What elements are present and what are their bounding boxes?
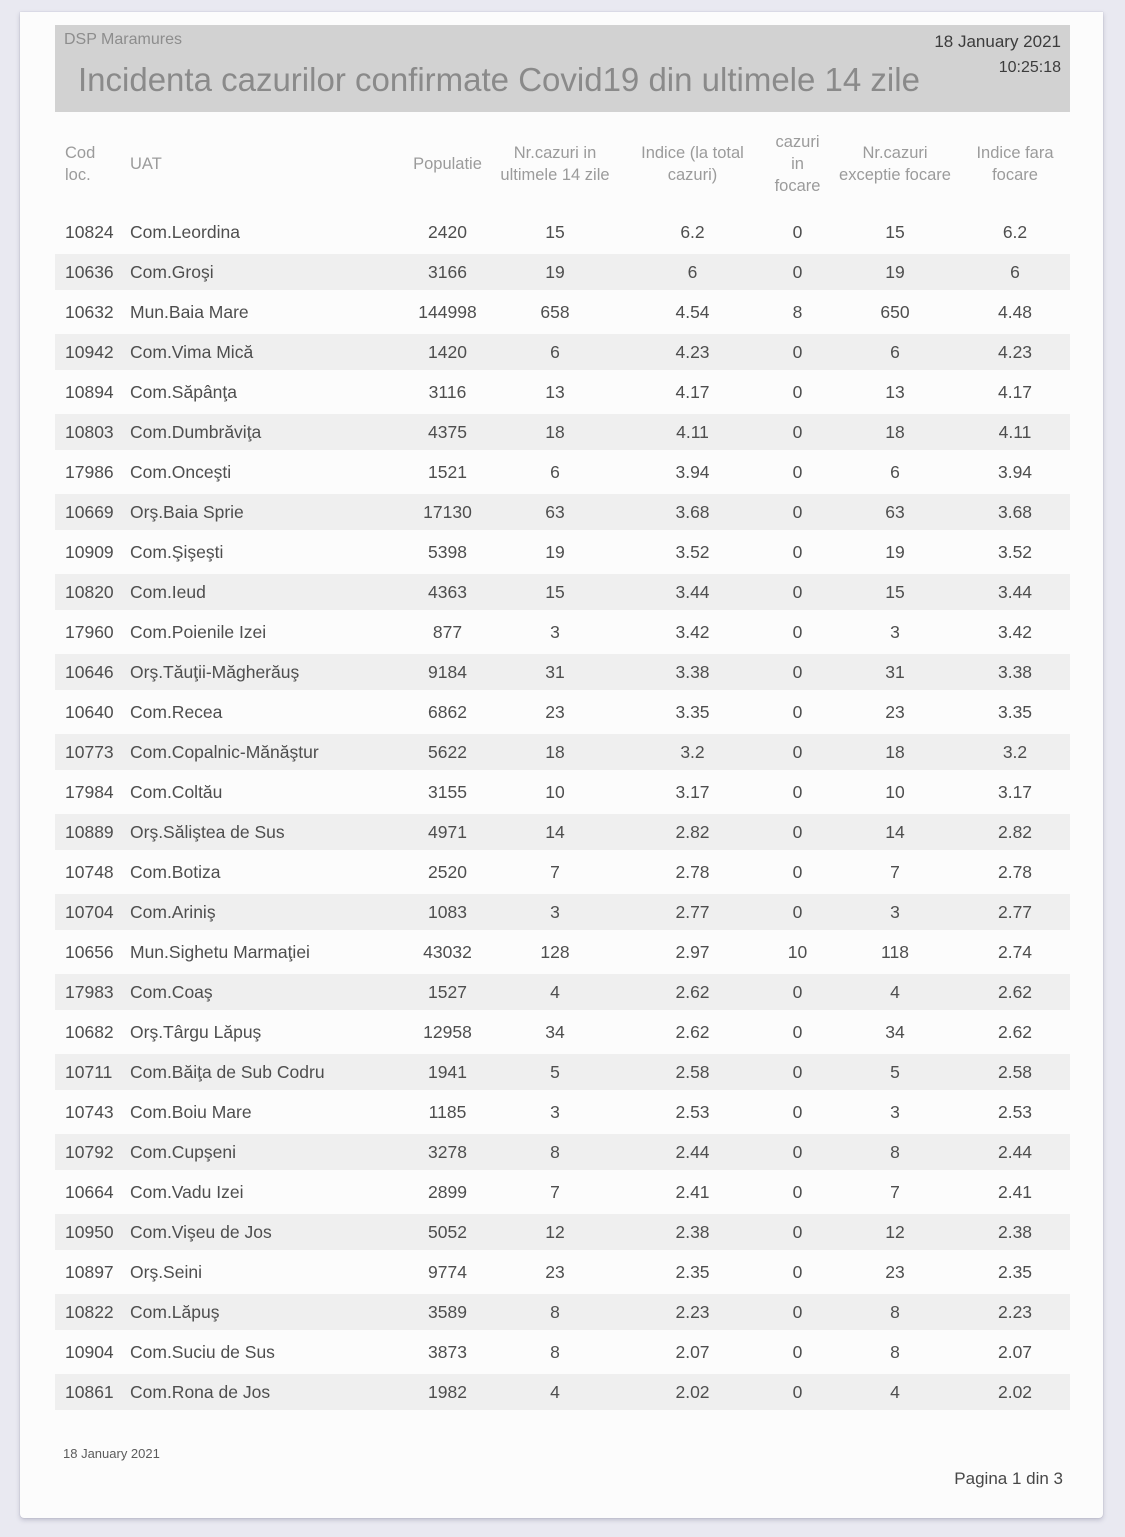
cell-indice-total: 6: [620, 252, 765, 292]
cell-uat: Com.Vima Mică: [125, 332, 405, 372]
cell-nr-cazuri-exceptie: 7: [890, 1181, 900, 1202]
cell-populatie: 1941: [405, 1052, 490, 1092]
table-row: [55, 772, 1070, 812]
cell-cod-loc: 10773: [55, 732, 125, 772]
cell-nr-cazuri-exceptie: 23: [885, 1261, 905, 1282]
cell-uat: Com.Botiza: [130, 861, 221, 882]
table-row: [55, 852, 1070, 892]
cell-indice-fara-focare: 2.58: [960, 1052, 1070, 1092]
cell-indice-total: 2.62: [675, 1021, 710, 1042]
cell-uat: Com.Groşi: [125, 252, 405, 292]
cell-nr-cazuri-14-zile: 15: [490, 572, 620, 612]
cell-indice-fara-focare: 2.82: [960, 812, 1070, 852]
cell-cazuri-in-focare: 0: [765, 652, 830, 692]
cell-indice-fara-focare: 4.11: [960, 412, 1070, 452]
cell-cazuri-in-focare: 0: [765, 972, 830, 1012]
cell-indice-total: 3.38: [620, 652, 765, 692]
cell-cod-loc: 17960: [65, 621, 114, 642]
cell-uat: Com.Dumbrăviţa: [125, 412, 405, 452]
table-row: [55, 1252, 1070, 1292]
cell-cod-loc: 17986: [65, 461, 114, 482]
table-row: [55, 932, 1070, 972]
cell-indice-total: 2.44: [620, 1132, 765, 1172]
cell-nr-cazuri-14-zile: 18: [490, 412, 620, 452]
cell-nr-cazuri-exceptie: 12: [830, 1212, 960, 1252]
cell-indice-fara-focare: 2.35: [997, 1261, 1033, 1282]
cell-nr-cazuri-14-zile: 4: [490, 972, 620, 1012]
cell-cod-loc: 10889: [55, 812, 125, 852]
cell-nr-cazuri-exceptie: 23: [885, 701, 905, 722]
cell-nr-cazuri-14-zile: 5: [490, 1052, 620, 1092]
cell-indice-total: 6.2: [680, 221, 705, 242]
cell-populatie: 5622: [405, 732, 490, 772]
cell-nr-cazuri-exceptie: 118: [881, 941, 909, 962]
cell-populatie: 3166: [405, 252, 490, 292]
cell-cazuri-in-focare: 0: [792, 541, 803, 562]
table-row: [55, 292, 1070, 332]
table-row: [55, 1372, 1070, 1412]
cell-nr-cazuri-14-zile: 10: [545, 781, 565, 802]
cell-nr-cazuri-exceptie: 4: [830, 972, 960, 1012]
cell-indice-fara-focare: 2.74: [997, 941, 1033, 962]
cell-cod-loc: 10711: [55, 1052, 125, 1092]
cell-nr-cazuri-exceptie: 3: [830, 892, 960, 932]
cell-uat: Com.Suciu de Sus: [130, 1341, 275, 1362]
cell-nr-cazuri-exceptie: 3: [890, 1101, 900, 1122]
cell-nr-cazuri-14-zile: 23: [545, 1261, 565, 1282]
cell-nr-cazuri-exceptie: 19: [830, 252, 960, 292]
cell-indice-total: 2.82: [620, 812, 765, 852]
cell-uat: Mun.Baia Mare: [130, 301, 249, 322]
cell-populatie: 4375: [405, 412, 490, 452]
cell-indice-total: 3.52: [675, 541, 710, 562]
cell-cod-loc: 10824: [65, 221, 114, 242]
cell-populatie: 17130: [405, 492, 490, 532]
cell-cod-loc: 10704: [55, 892, 125, 932]
cell-cazuri-in-focare: 0: [765, 1212, 830, 1252]
cell-cod-loc: 10682: [65, 1021, 114, 1042]
column-header-indice-fara-focare: Indice fara focare: [976, 144, 1054, 184]
cell-nr-cazuri-14-zile: 19: [545, 541, 565, 562]
cell-cazuri-in-focare: 0: [792, 461, 803, 482]
column-header-nr-cazuri-14-zile: Nr.cazuri in ultimele 14 zile: [500, 144, 610, 184]
column-header-cod-loc: Cod loc.: [65, 144, 96, 184]
cell-indice-fara-focare: 2.77: [960, 892, 1070, 932]
cell-uat: Com.Copalnic-Mănăştur: [125, 732, 405, 772]
cell-cod-loc: 17984: [65, 781, 114, 802]
cell-uat: Com.Rona de Jos: [125, 1372, 405, 1412]
cell-nr-cazuri-exceptie: 3: [890, 621, 900, 642]
table-row: [55, 1292, 1070, 1332]
cell-nr-cazuri-14-zile: 7: [550, 861, 560, 882]
cell-indice-fara-focare: 6.2: [1002, 221, 1028, 242]
page-number: Pagina 1 din 3: [954, 1469, 1063, 1488]
cell-indice-total: 3.42: [675, 621, 710, 642]
cell-populatie: 3589: [405, 1292, 490, 1332]
table-row: [55, 612, 1070, 652]
cell-nr-cazuri-14-zile: 15: [545, 221, 565, 242]
footer-date: 18 January 2021: [63, 1446, 160, 1461]
cell-cazuri-in-focare: 0: [792, 1021, 803, 1042]
cell-indice-total: 2.97: [675, 941, 710, 962]
table-row: [55, 1172, 1070, 1212]
cell-indice-total: 2.23: [620, 1292, 765, 1332]
cell-populatie: 12958: [423, 1021, 472, 1042]
cell-indice-total: 4.23: [620, 332, 765, 372]
column-header-indice-total: Indice (la total cazuri): [641, 144, 744, 184]
table-row: [55, 492, 1070, 532]
cell-cazuri-in-focare: 0: [765, 892, 830, 932]
table-row: [55, 412, 1070, 452]
cell-cod-loc: 10909: [65, 541, 114, 562]
cell-nr-cazuri-exceptie: 63: [830, 492, 960, 532]
cell-uat: Com.Ariniş: [125, 892, 405, 932]
cell-nr-cazuri-exceptie: 31: [830, 652, 960, 692]
cell-indice-total: 4.11: [620, 412, 765, 452]
cell-cazuri-in-focare: 0: [792, 781, 803, 802]
cell-indice-fara-focare: 3.44: [960, 572, 1070, 612]
cell-indice-total: 3.35: [675, 701, 710, 722]
cell-uat: Com.Coltău: [130, 781, 223, 802]
cell-populatie: 1521: [428, 461, 467, 482]
report-title-bar: [55, 25, 1070, 112]
cell-cazuri-in-focare: 0: [792, 381, 803, 402]
cell-nr-cazuri-exceptie: 8: [890, 1341, 900, 1362]
cell-indice-fara-focare: 3.42: [997, 621, 1033, 642]
table-header: [55, 118, 1070, 212]
cell-populatie: 1185: [428, 1101, 467, 1122]
cell-cazuri-in-focare: 0: [792, 621, 803, 642]
cell-cazuri-in-focare: 0: [792, 1261, 803, 1282]
table-row: [55, 892, 1070, 932]
cell-cazuri-in-focare: 0: [765, 1052, 830, 1092]
cell-populatie: 1982: [405, 1372, 490, 1412]
cell-uat: Com.Recea: [130, 701, 223, 722]
cell-nr-cazuri-exceptie: 34: [885, 1021, 905, 1042]
table-row: [55, 812, 1070, 852]
cell-nr-cazuri-exceptie: 4: [830, 1372, 960, 1412]
cell-cod-loc: 10822: [55, 1292, 125, 1332]
cell-nr-cazuri-14-zile: 14: [490, 812, 620, 852]
cell-indice-fara-focare: 6: [960, 252, 1070, 292]
cell-indice-total: 3.94: [675, 461, 710, 482]
cell-indice-fara-focare: 3.68: [960, 492, 1070, 532]
cell-cazuri-in-focare: 0: [792, 1181, 803, 1202]
cell-nr-cazuri-14-zile: 3: [550, 1101, 560, 1122]
cell-nr-cazuri-14-zile: 19: [490, 252, 620, 292]
cell-cod-loc: 10894: [65, 381, 114, 402]
cell-nr-cazuri-14-zile: 8: [550, 1341, 560, 1362]
cell-cazuri-in-focare: 0: [765, 1292, 830, 1332]
cell-cod-loc: 10897: [65, 1261, 114, 1282]
cell-indice-fara-focare: 2.44: [960, 1132, 1070, 1172]
cell-indice-fara-focare: 3.35: [997, 701, 1033, 722]
cell-cazuri-in-focare: 0: [765, 572, 830, 612]
cell-cod-loc: 10743: [65, 1101, 114, 1122]
cell-cod-loc: 10904: [65, 1341, 114, 1362]
table-row: [55, 1012, 1070, 1052]
cell-indice-fara-focare: 3.2: [960, 732, 1070, 772]
cell-cod-loc: 10942: [55, 332, 125, 372]
cell-uat: Orş.Seini: [130, 1261, 202, 1282]
cell-uat: Orş.Baia Sprie: [125, 492, 405, 532]
cell-nr-cazuri-14-zile: 6: [550, 461, 560, 482]
cell-indice-fara-focare: 2.38: [960, 1212, 1070, 1252]
cell-indice-total: 3.2: [620, 732, 765, 772]
table-row: [55, 652, 1070, 692]
cell-nr-cazuri-exceptie: 10: [885, 781, 905, 802]
cell-cod-loc: 10640: [65, 701, 114, 722]
cell-cazuri-in-focare: 0: [792, 1341, 803, 1362]
cell-nr-cazuri-14-zile: 3: [550, 621, 560, 642]
cell-populatie: 5052: [405, 1212, 490, 1252]
cell-indice-total: 2.53: [675, 1101, 710, 1122]
cell-populatie: 5398: [428, 541, 467, 562]
cell-indice-total: 3.44: [620, 572, 765, 612]
cell-cod-loc: 10632: [65, 301, 114, 322]
cell-indice-fara-focare: 2.23: [960, 1292, 1070, 1332]
cell-nr-cazuri-exceptie: 18: [830, 412, 960, 452]
cell-uat: Com.Băiţa de Sub Codru: [125, 1052, 405, 1092]
cell-cod-loc: 10664: [65, 1181, 114, 1202]
cell-indice-fara-focare: 3.17: [997, 781, 1033, 802]
cell-nr-cazuri-14-zile: 23: [545, 701, 565, 722]
table-row: [55, 692, 1070, 732]
cell-indice-fara-focare: 2.78: [997, 861, 1033, 882]
cell-nr-cazuri-14-zile: 8: [490, 1132, 620, 1172]
cell-uat: Com.Săpânţa: [130, 381, 238, 402]
cell-uat: Com.Lăpuş: [125, 1292, 405, 1332]
cell-indice-fara-focare: 2.02: [960, 1372, 1070, 1412]
cell-uat: Com.Boiu Mare: [130, 1101, 252, 1122]
cell-populatie: 9184: [405, 652, 490, 692]
cell-nr-cazuri-exceptie: 7: [890, 861, 900, 882]
cell-uat: Com.Cupşeni: [125, 1132, 405, 1172]
table-row: [55, 212, 1070, 252]
cell-populatie: 1420: [405, 332, 490, 372]
cell-indice-fara-focare: 2.62: [960, 972, 1070, 1012]
table-row: [55, 372, 1070, 412]
cell-populatie: 144998: [418, 301, 477, 322]
cell-uat: Mun.Sighetu Marmaţiei: [130, 941, 310, 962]
cell-nr-cazuri-exceptie: 6: [890, 461, 900, 482]
cell-nr-cazuri-exceptie: 15: [830, 572, 960, 612]
table-row: [55, 732, 1070, 772]
table-row: [55, 532, 1070, 572]
cell-populatie: 3278: [405, 1132, 490, 1172]
cell-indice-fara-focare: 3.94: [997, 461, 1033, 482]
table-row: [55, 972, 1070, 1012]
cell-uat: Com.Coaş: [125, 972, 405, 1012]
cell-indice-fara-focare: 2.07: [997, 1341, 1033, 1362]
cell-cod-loc: 10950: [55, 1212, 125, 1252]
cell-cod-loc: 10669: [55, 492, 125, 532]
cell-nr-cazuri-14-zile: 8: [490, 1292, 620, 1332]
cell-indice-total: 2.77: [620, 892, 765, 932]
cell-indice-fara-focare: 2.41: [997, 1181, 1033, 1202]
report-time: 10:25:18: [998, 59, 1061, 76]
cell-indice-total: 2.07: [675, 1341, 710, 1362]
cell-nr-cazuri-exceptie: 8: [830, 1132, 960, 1172]
report-page: [20, 12, 1103, 1518]
cell-nr-cazuri-14-zile: 4: [490, 1372, 620, 1412]
cell-cazuri-in-focare: 10: [787, 941, 808, 962]
cell-cazuri-in-focare: 0: [765, 492, 830, 532]
cell-cazuri-in-focare: 0: [765, 732, 830, 772]
cell-nr-cazuri-exceptie: 13: [885, 381, 905, 402]
cell-nr-cazuri-14-zile: 128: [540, 941, 570, 962]
cell-indice-total: 4.17: [675, 381, 710, 402]
table-row: [55, 1212, 1070, 1252]
cell-indice-fara-focare: 2.62: [997, 1021, 1033, 1042]
cell-indice-fara-focare: 4.48: [997, 301, 1033, 322]
table-row: [55, 572, 1070, 612]
table-body: [55, 212, 1070, 1412]
cell-cazuri-in-focare: 0: [792, 221, 803, 242]
cell-indice-total: 2.41: [675, 1181, 710, 1202]
cell-cazuri-in-focare: 0: [765, 1372, 830, 1412]
cell-uat: Com.Onceşti: [130, 461, 232, 482]
column-header-populatie: Populatie: [413, 155, 482, 174]
cell-nr-cazuri-14-zile: 658: [540, 301, 570, 322]
cell-cazuri-in-focare: 8: [792, 301, 803, 322]
cell-nr-cazuri-exceptie: 6: [830, 332, 960, 372]
cell-populatie: 6862: [428, 701, 467, 722]
cell-nr-cazuri-14-zile: 7: [550, 1181, 560, 1202]
cell-nr-cazuri-exceptie: 5: [830, 1052, 960, 1092]
cell-populatie: 1083: [405, 892, 490, 932]
cell-uat: Orş.Tăuţii-Măgherăuş: [125, 652, 405, 692]
cell-nr-cazuri-14-zile: 6: [490, 332, 620, 372]
column-header-nr-cazuri-exceptie: Nr.cazuri exceptie focare: [839, 144, 951, 184]
page-title: Incidenta cazurilor confirmate Covid19 din ultimele 14 zile: [78, 61, 920, 98]
cell-nr-cazuri-exceptie: 18: [830, 732, 960, 772]
cell-nr-cazuri-14-zile: 18: [490, 732, 620, 772]
cell-populatie: 4971: [405, 812, 490, 852]
cell-uat: Orş.Săliştea de Sus: [125, 812, 405, 852]
cell-uat: Com.Vadu Izei: [130, 1181, 244, 1202]
cell-uat: Com.Leordina: [130, 221, 240, 242]
cell-cod-loc: 10792: [55, 1132, 125, 1172]
cell-populatie: 2520: [428, 861, 467, 882]
cell-cod-loc: 10748: [65, 861, 114, 882]
cell-populatie: 877: [432, 621, 463, 642]
cell-nr-cazuri-exceptie: 19: [885, 541, 905, 562]
cell-populatie: 3155: [428, 781, 467, 802]
cell-cazuri-in-focare: 0: [792, 1101, 803, 1122]
cell-cazuri-in-focare: 0: [765, 1132, 830, 1172]
report-datetime: [934, 32, 1061, 77]
cell-nr-cazuri-exceptie: 8: [830, 1292, 960, 1332]
cell-uat: Orş.Târgu Lăpuş: [130, 1021, 262, 1042]
cell-nr-cazuri-exceptie: 14: [830, 812, 960, 852]
cell-populatie: 2899: [428, 1181, 467, 1202]
cell-cod-loc: 17983: [55, 972, 125, 1012]
cell-uat: Com.Şişeşti: [130, 541, 224, 562]
table-row: [55, 1132, 1070, 1172]
cell-cazuri-in-focare: 0: [765, 332, 830, 372]
cell-populatie: 2420: [428, 221, 467, 242]
table-row: [55, 452, 1070, 492]
cell-nr-cazuri-exceptie: 15: [885, 221, 905, 242]
cell-uat: Com.Ieud: [125, 572, 405, 612]
table-row: [55, 332, 1070, 372]
cell-populatie: 9774: [428, 1261, 467, 1282]
cell-cod-loc: 10803: [55, 412, 125, 452]
column-header-cazuri-in-focare: cazuri in focare: [774, 133, 821, 195]
cell-indice-fara-focare: 3.52: [997, 541, 1033, 562]
incidence-table: [55, 118, 1070, 1412]
report-date: 18 January 2021: [934, 32, 1061, 51]
table-header-row: [55, 118, 1070, 212]
cell-indice-total: 3.17: [675, 781, 710, 802]
table-row: [55, 1052, 1070, 1092]
table-row: [55, 1092, 1070, 1132]
cell-indice-total: 2.58: [620, 1052, 765, 1092]
cell-cod-loc: 10861: [55, 1372, 125, 1412]
cell-cod-loc: 10656: [65, 941, 114, 962]
cell-indice-total: 3.68: [620, 492, 765, 532]
cell-populatie: 4363: [405, 572, 490, 612]
cell-uat: Com.Vişeu de Jos: [125, 1212, 405, 1252]
cell-cod-loc: 10636: [55, 252, 125, 292]
cell-cod-loc: 10820: [55, 572, 125, 612]
cell-indice-total: 2.62: [620, 972, 765, 1012]
cell-indice-fara-focare: 3.38: [960, 652, 1070, 692]
cell-indice-total: 2.02: [620, 1372, 765, 1412]
cell-indice-fara-focare: 2.53: [997, 1101, 1033, 1122]
cell-cod-loc: 10646: [55, 652, 125, 692]
cell-indice-total: 2.38: [620, 1212, 765, 1252]
cell-cazuri-in-focare: 0: [792, 701, 803, 722]
cell-cazuri-in-focare: 0: [792, 861, 803, 882]
cell-indice-fara-focare: 4.23: [960, 332, 1070, 372]
cell-populatie: 43032: [423, 941, 472, 962]
cell-nr-cazuri-14-zile: 31: [490, 652, 620, 692]
cell-indice-total: 2.35: [675, 1261, 710, 1282]
cell-cazuri-in-focare: 0: [765, 812, 830, 852]
cell-uat: Com.Poienile Izei: [130, 621, 267, 642]
cell-indice-total: 2.78: [675, 861, 710, 882]
cell-populatie: 1527: [405, 972, 490, 1012]
cell-populatie: 3116: [428, 381, 467, 402]
table-row: [55, 1332, 1070, 1372]
cell-nr-cazuri-14-zile: 13: [545, 381, 565, 402]
cell-nr-cazuri-exceptie: 650: [880, 301, 910, 322]
cell-cazuri-in-focare: 0: [765, 252, 830, 292]
cell-nr-cazuri-14-zile: 34: [545, 1021, 565, 1042]
org-name: DSP Maramures: [64, 31, 182, 48]
cell-indice-total: 4.54: [675, 301, 710, 322]
cell-nr-cazuri-14-zile: 12: [490, 1212, 620, 1252]
cell-indice-fara-focare: 4.17: [997, 381, 1033, 402]
cell-cazuri-in-focare: 0: [765, 412, 830, 452]
cell-populatie: 3873: [428, 1341, 467, 1362]
cell-nr-cazuri-14-zile: 3: [490, 892, 620, 932]
table-row: [55, 252, 1070, 292]
column-header-uat: UAT: [130, 155, 162, 174]
cell-nr-cazuri-14-zile: 63: [490, 492, 620, 532]
